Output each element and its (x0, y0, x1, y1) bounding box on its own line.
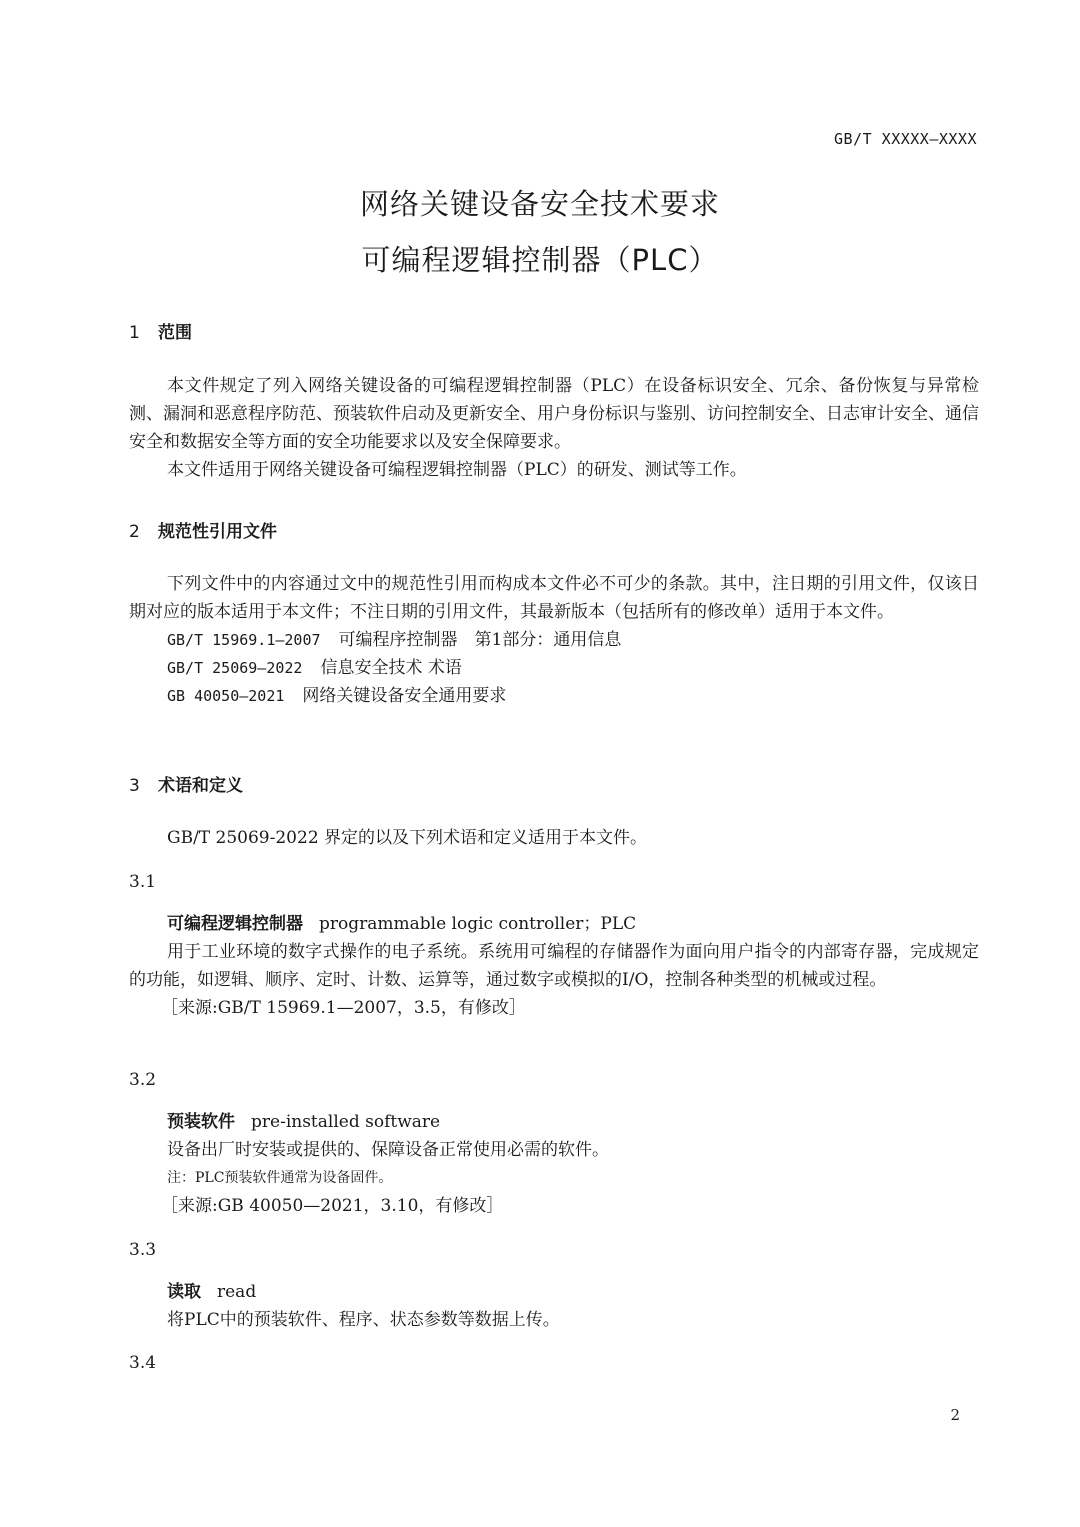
reference-title: 可编程序控制器 第1部分：通用信息 (338, 630, 622, 650)
paragraph: GB/T 25069-2022 界定的以及下列术语和定义适用于本文件。 (167, 828, 648, 848)
terms-intro (129, 824, 979, 852)
clause-number: 3.2 (129, 1070, 157, 1090)
term-name-en: read (217, 1282, 257, 1302)
paragraph: 本文件适用于网络关键设备可编程逻辑控制器（PLC）的研发、测试等工作。 (167, 460, 747, 480)
section-number: 1 (129, 323, 140, 343)
reference-title: 网络关键设备安全通用要求 (302, 686, 507, 706)
reference-item (129, 654, 979, 682)
paragraph: 本文件规定了列入网络关键设备的可编程逻辑控制器（PLC）在设备标识安全、冗余、备份恢复与异常检测、漏洞和恶意程序防范、预装软件启动及更新安全、用户身份标识与鉴别、访问控制安全、日志审计安全、通信安全和数据安全等方面的安全功能要求以及安全保障要求。 (129, 376, 979, 452)
term-heading (129, 1278, 979, 1306)
reference-code: GB/T 25069—2022 (167, 659, 303, 677)
section-number: 2 (129, 522, 140, 542)
paragraph: 下列文件中的内容通过文中的规范性引用而构成本文件必不可少的条款。其中，注日期的引用文件，仅该日期对应的版本适用于本文件；不注日期的引用文件，其最新版本（包括所有的修改单）适用于本文件。 (129, 574, 979, 622)
term-source: ［来源:GB 40050—2021，3.10，有修改］ (161, 1196, 504, 1216)
term-name-zh: 预装软件 (167, 1112, 235, 1132)
section-title: 规范性引用文件 (158, 522, 277, 542)
term-name-zh: 读取 (167, 1282, 201, 1302)
term-definition: 用于工业环境的数字式操作的电子系统。系统用可编程的存储器作为面向用户指令的内部寄存器，完成规定的功能，如逻辑、顺序、定时、计数、运算等，通过数字或模拟的I/O，控制各种类型的机械或过程。 (129, 942, 979, 990)
section-body-scope (129, 372, 979, 484)
section-body-normative-references (129, 570, 979, 710)
standard-code: GB/T XXXXX—XXXX (834, 130, 977, 148)
term-note: 注：PLC预装软件通常为设备固件。 (167, 1170, 393, 1186)
term-entry (129, 1108, 979, 1220)
term-source: ［来源:GB/T 15969.1—2007，3.5，有修改］ (161, 998, 526, 1018)
term-name-zh: 可编程逻辑控制器 (167, 914, 303, 934)
clause-number: 3.1 (129, 872, 157, 892)
term-definition: 设备出厂时安装或提供的、保障设备正常使用必需的软件。 (167, 1140, 609, 1160)
document-subtitle: 可编程逻辑控制器（PLC） (361, 243, 719, 277)
reference-item (129, 626, 979, 654)
section-heading-terms (129, 771, 243, 796)
section-title: 范围 (158, 323, 192, 343)
term-heading (129, 1108, 979, 1136)
section-title: 术语和定义 (158, 776, 243, 796)
term-name-en: programmable logic controller；PLC (319, 914, 637, 934)
term-entry (129, 910, 979, 1022)
section-number: 3 (129, 776, 140, 796)
section-heading-normative-references (129, 517, 277, 542)
term-definition: 将PLC中的预装软件、程序、状态参数等数据上传。 (167, 1310, 560, 1330)
reference-code: GB 40050—2021 (167, 687, 285, 705)
reference-title: 信息安全技术 术语 (320, 658, 462, 678)
clause-number: 3.3 (129, 1240, 157, 1260)
section-heading-scope (129, 318, 192, 343)
reference-item (129, 682, 979, 710)
page-number: 2 (950, 1406, 960, 1424)
term-name-en: pre-installed software (251, 1112, 441, 1132)
clause-number: 3.4 (129, 1353, 157, 1373)
term-heading (129, 910, 979, 938)
term-entry (129, 1278, 979, 1334)
reference-code: GB/T 15969.1—2007 (167, 631, 321, 649)
document-title: 网络关键设备安全技术要求 (359, 187, 720, 221)
